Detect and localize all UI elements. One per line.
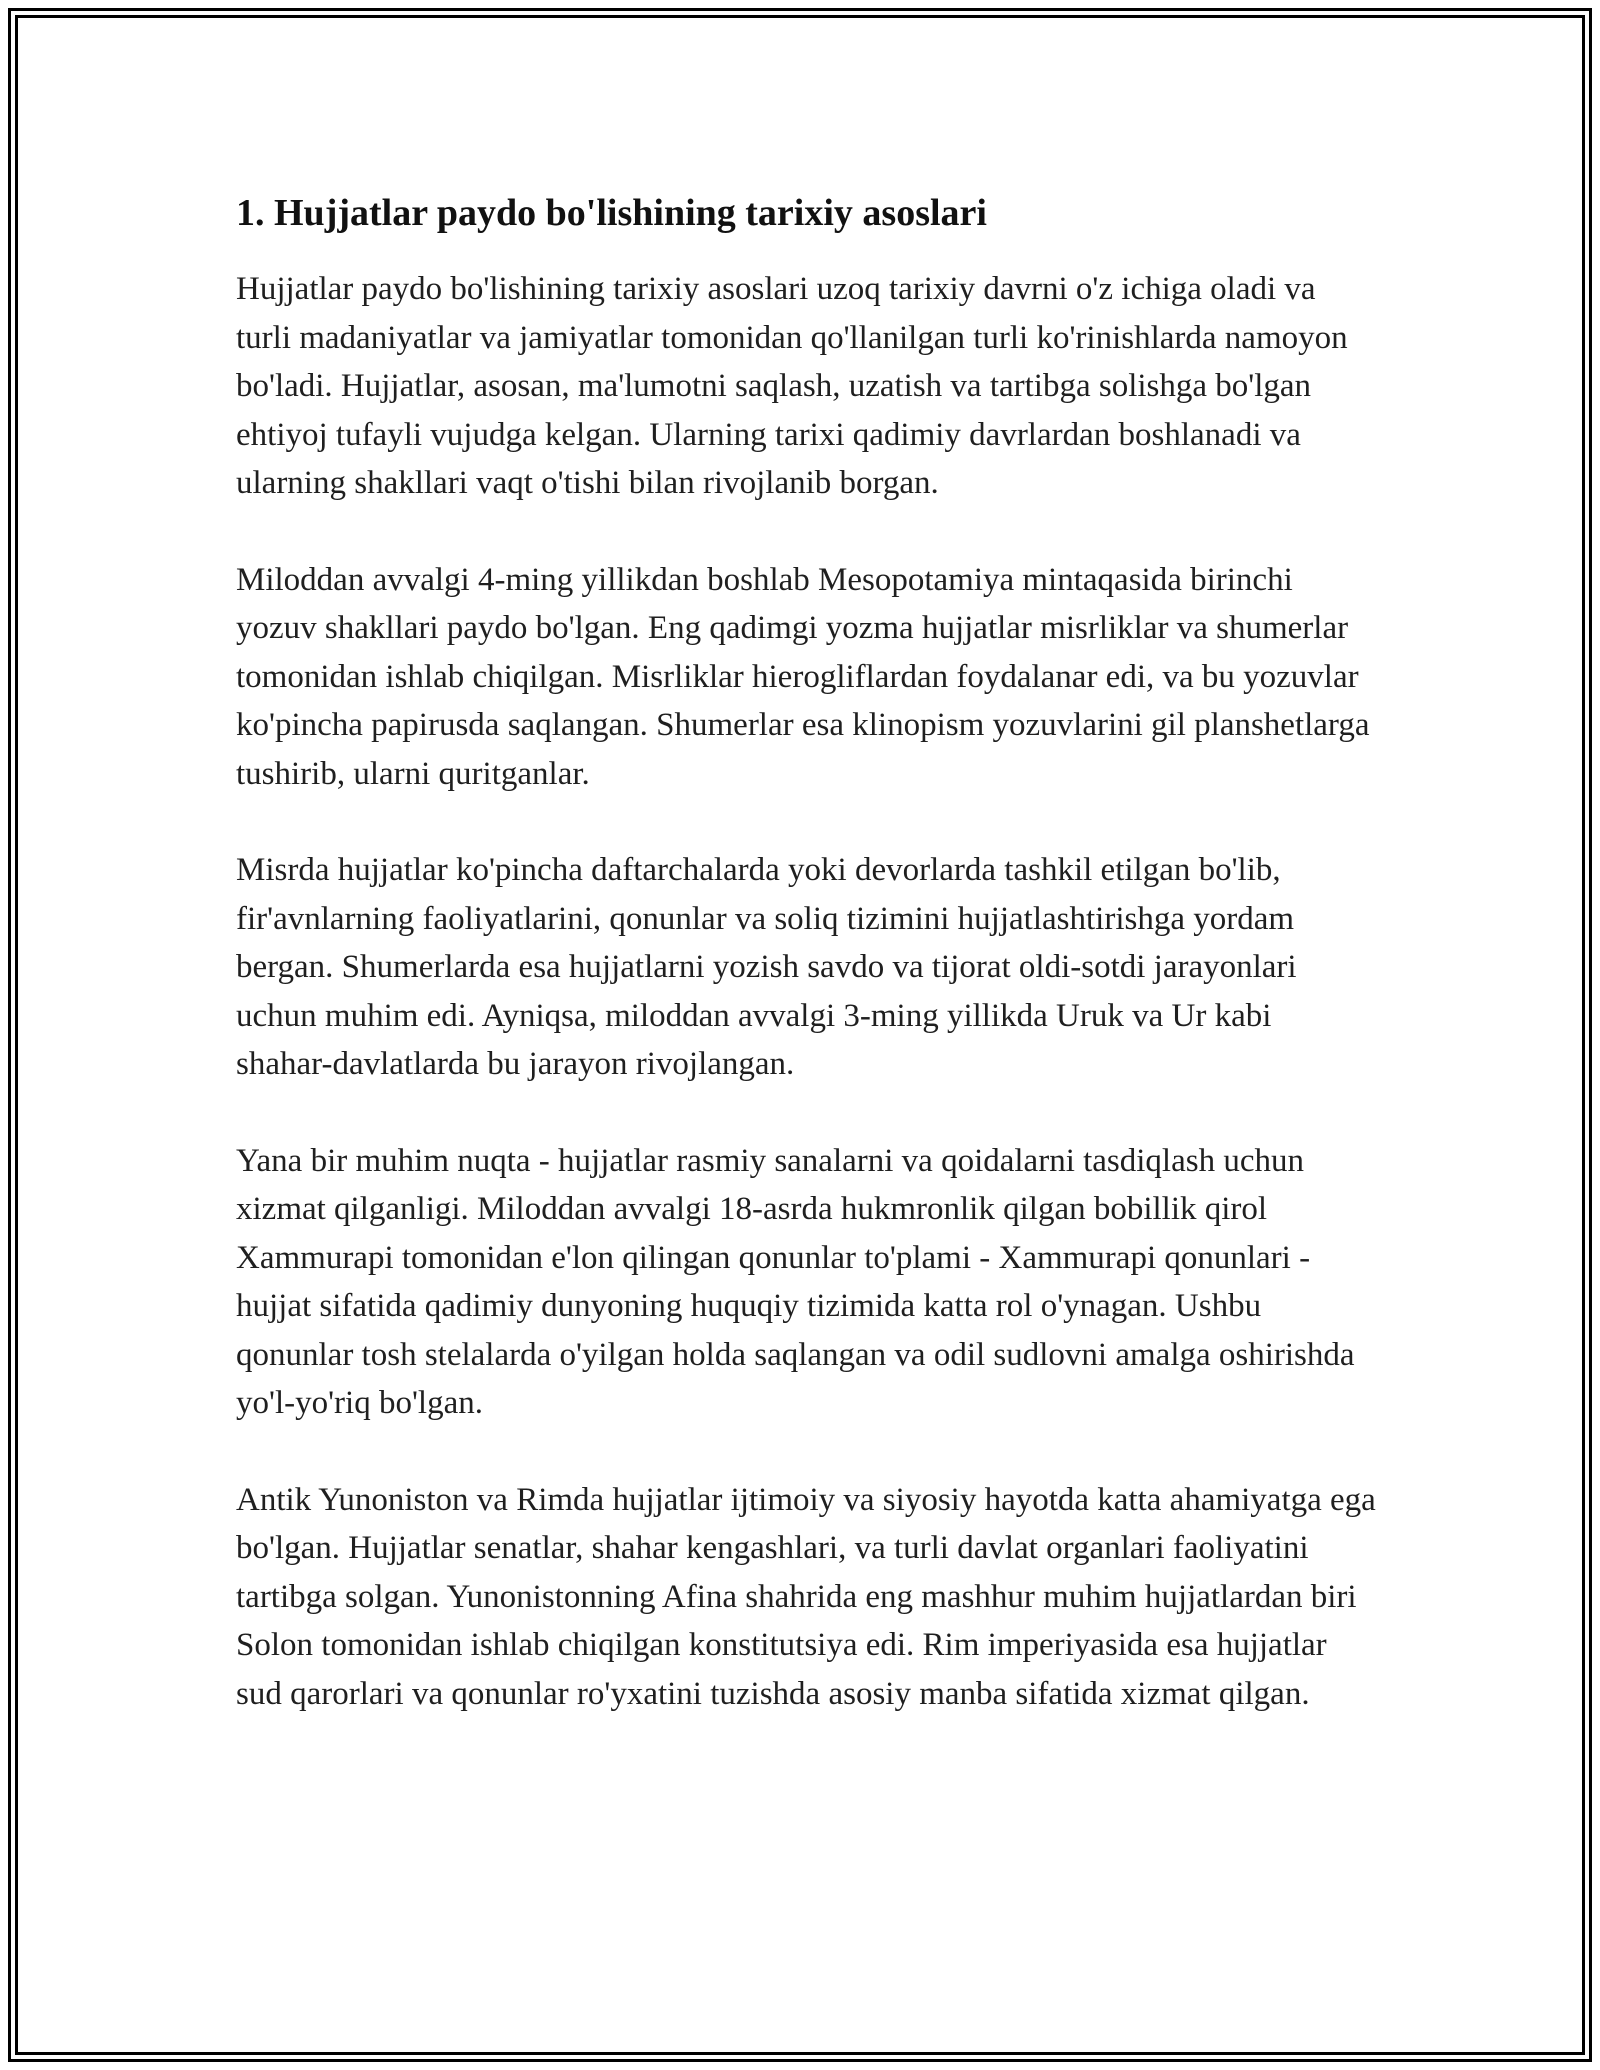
paragraph-5: Antik Yunoniston va Rimda hujjatlar ijtimoiy va siyosiy hayotda katta ahamiyatga ega bo'lgan. Hujjatlar senatlar, shahar kengashlari, va turli davlat organlari faoliyatini tartibga solgan. Yunonistonning Afina shahrida eng mashhur muhim hujjatlardan biri Solon tomonidan ishlab chiqilgan konstitutsiya edi. Rim imperiyasida esa hujjatlar sud qarorlari va qonunlar ro'yxatini tuzishda asosiy manba sifatida xizmat qilgan. bbox=[236, 1481, 1376, 1712]
document-body bbox=[236, 185, 1376, 1766]
paragraph-1: Hujjatlar paydo bo'lishining tarixiy asoslari uzoq tarixiy davrni o'z ichiga oladi va turli madaniyatlar va jamiyatlar tomonidan qo'llanilgan turli ko'rinishlarda namoyon bo'ladi. Hujjatlar, asosan, ma'lumotni saqlash, uzatish va tartibga solishga bo'lgan ehtiyoj tufayli vujudga kelgan. Ularning tarixi qadimiy davrlardan boshlanadi va ularning shakllari vaqt o'tishi bilan rivojlanib borgan. bbox=[236, 271, 1348, 501]
paragraph-4: Yana bir muhim nuqta - hujjatlar rasmiy sanalarni va qoidalarni tasdiqlash uchun xizmat qilganligi. Miloddan avvalgi 18-asrda hukmronlik qilgan bobillik qirol Xammurapi tomonidan e'lon qilingan qonunlar to'plami - Xammurapi qonunlari - hujjat sifatida qadimiy dunyoning huquqiy tizimida katta rol o'ynagan. Ushbu qonunlar tosh stelalarda o'yilgan holda saqlangan va odil sudlovni amalga oshirishda yo'l-yo'riq bo'lgan. bbox=[236, 1142, 1355, 1421]
paragraph-3: Misrda hujjatlar ko'pincha daftarchalarda yoki devorlarda tashkil etilgan bo'lib, fir'avnlarning faoliyatlarini, qonunlar va soliq tizimini hujjatlashtirishga yordam bergan. Shumerlarda esa hujjatlarni yozish savdo va tijorat oldi-sotdi jarayonlari uchun muhim edi. Ayniqsa, miloddan avvalgi 3-ming yillikda Uruk va Ur kabi shahar-davlatlarda bu jarayon rivojlangan. bbox=[236, 852, 1297, 1082]
paragraph-2: Miloddan avvalgi 4-ming yillikdan boshlab Mesopotamiya mintaqasida birinchi yozuv shakllari paydo bo'lgan. Eng qadimgi yozma hujjatlar misrliklar va shumerlar tomonidan ishlab chiqilgan. Misrliklar hierogliflardan foydalanar edi, va bu yozuvlar ko'pincha papirusda saqlangan. Shumerlar esa klinopism yozuvlarini gil planshetlarga tushirib, ularni quritganlar. bbox=[236, 561, 1370, 792]
section-heading: 1. Hujjatlar paydo bo'lishining tarixiy asoslari bbox=[236, 192, 987, 234]
